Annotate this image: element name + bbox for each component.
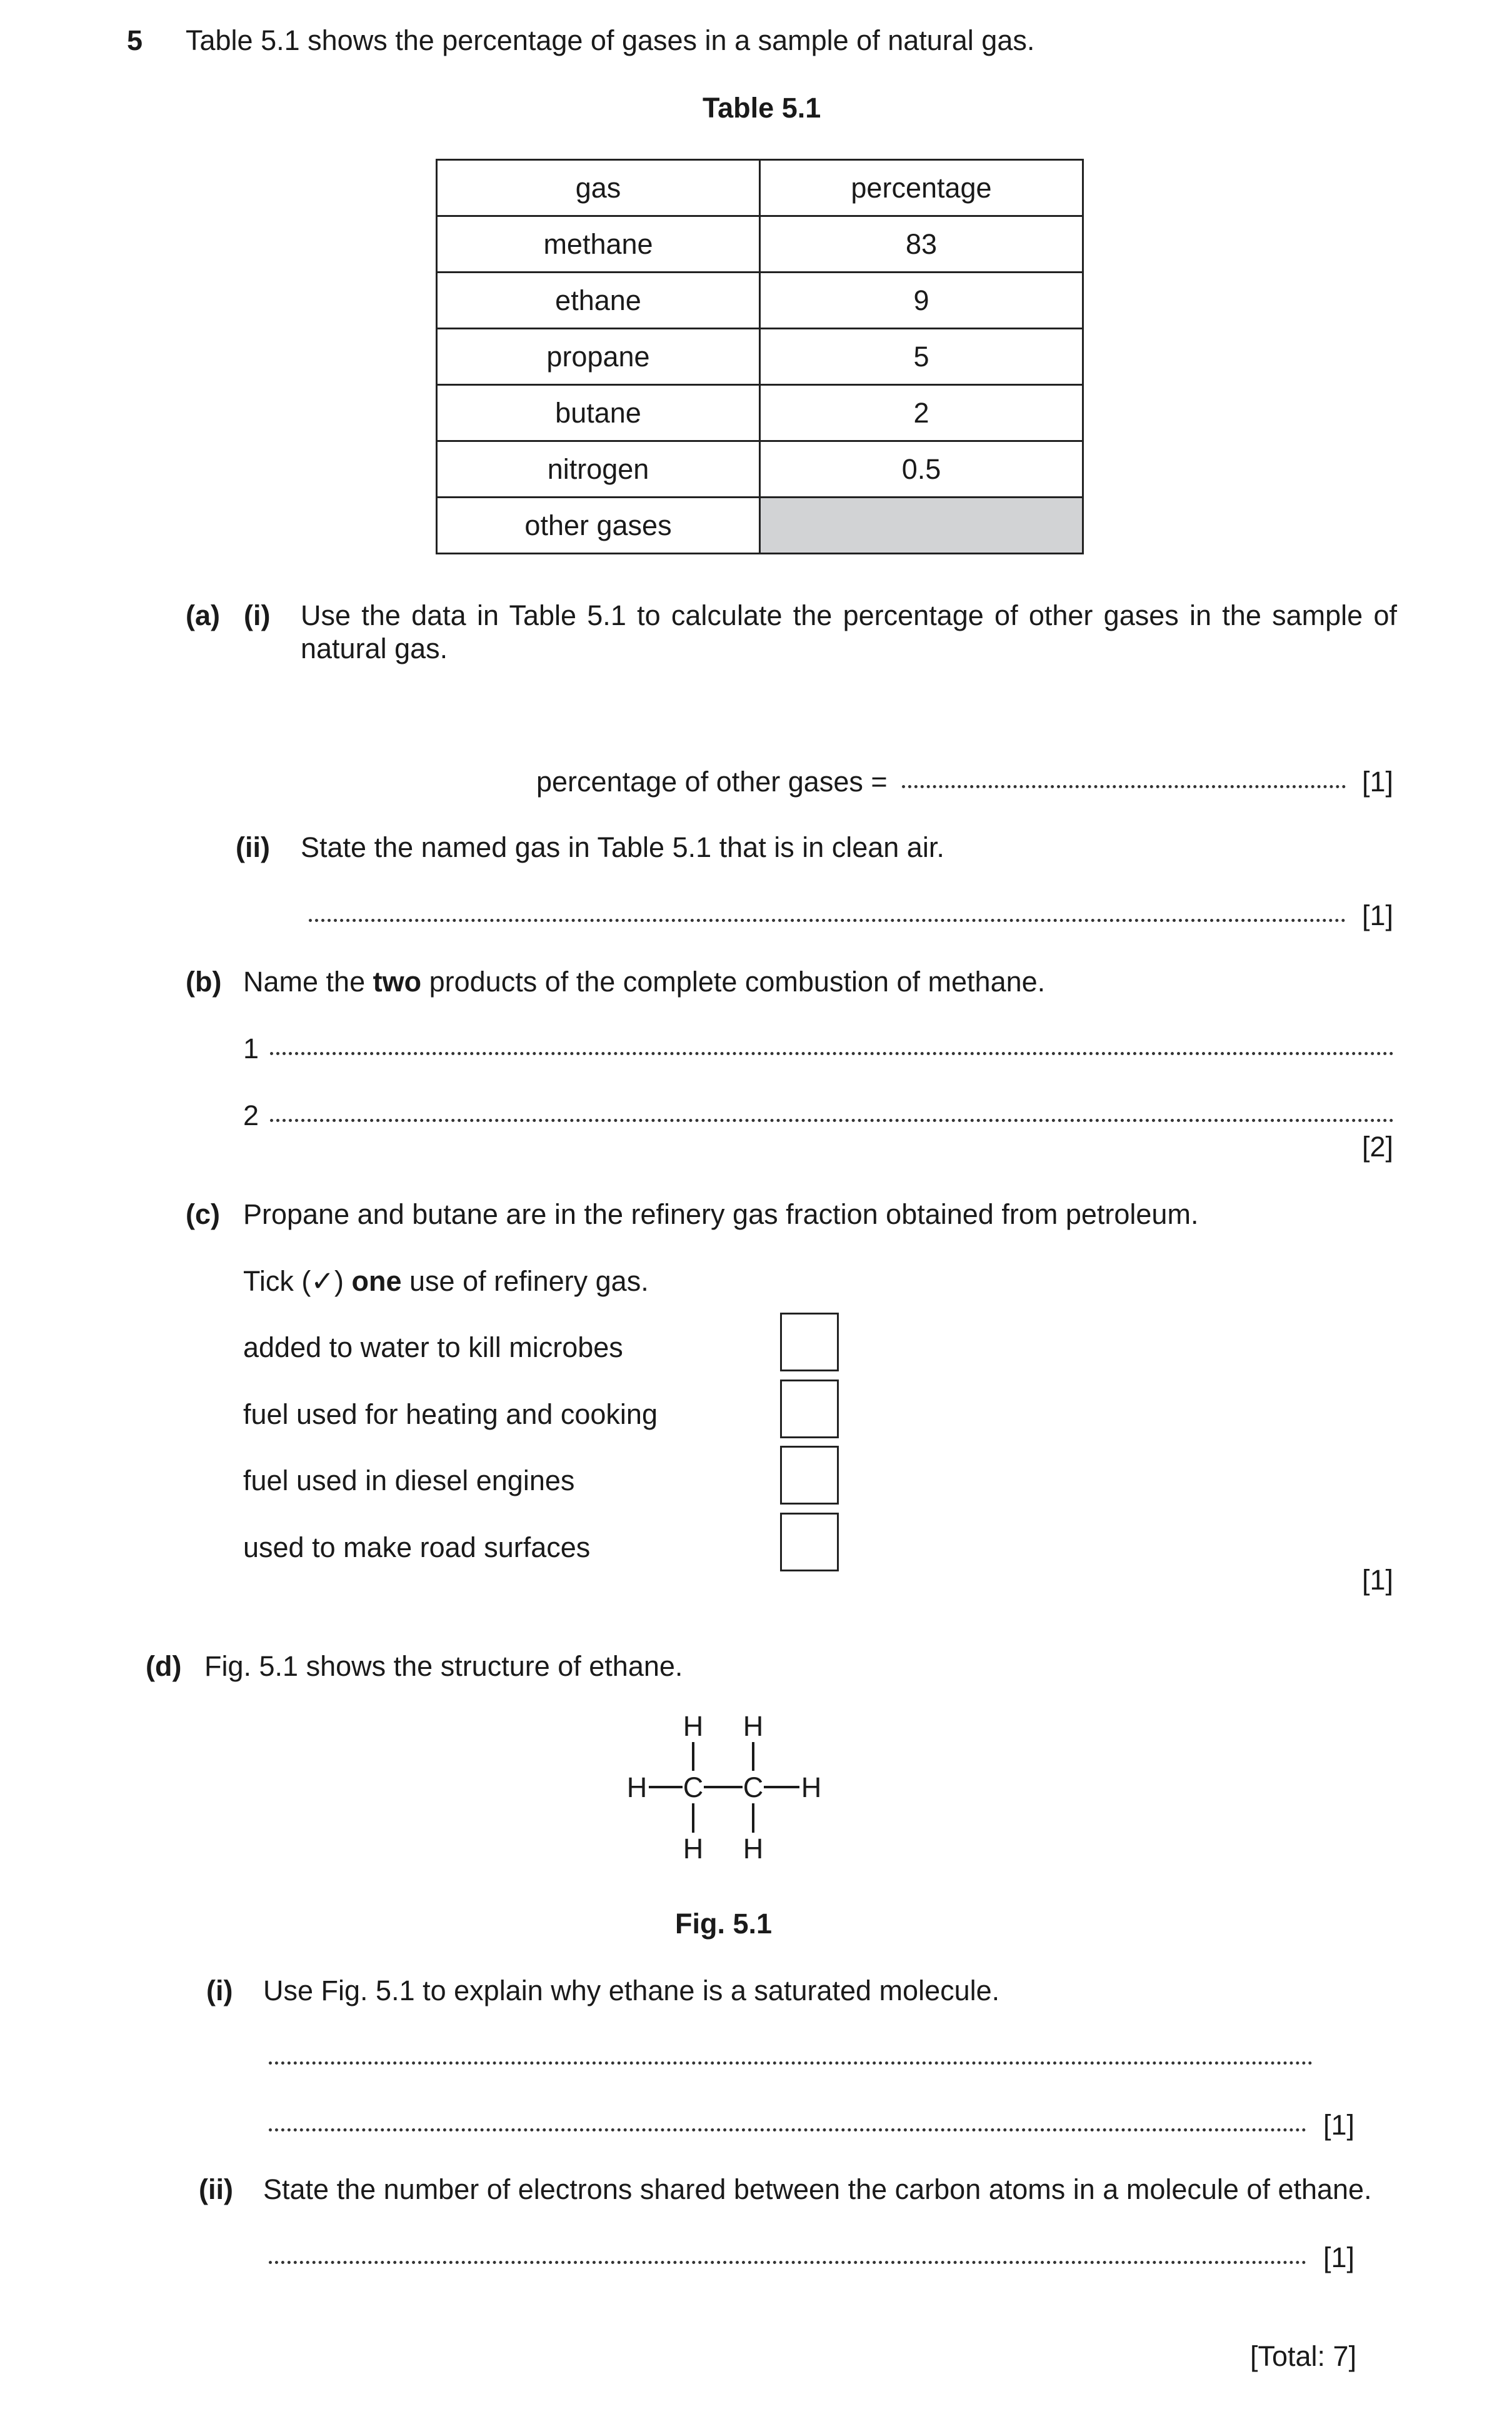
answer-line-clean-air-gas[interactable] xyxy=(309,919,1346,922)
part-a-ii-label: (ii) xyxy=(236,831,270,863)
part-d-i-label: (i) xyxy=(206,1975,233,2006)
part-c-marks: [1] xyxy=(1362,1564,1394,1596)
part-a-i-text-line2: natural gas. xyxy=(301,633,448,664)
part-d-ii-text: State the number of electrons shared between the carbon atoms in a molecule of ethane. xyxy=(263,2173,1372,2205)
atom-c-left: C xyxy=(683,1771,704,1803)
table-row xyxy=(437,441,1083,498)
table-header-row xyxy=(437,160,1083,216)
header-percentage: percentage xyxy=(760,160,1083,216)
total-marks: [Total: 7] xyxy=(1250,2340,1357,2372)
gas-cell: other gases xyxy=(437,498,760,554)
part-b-line1-number: 1 xyxy=(243,1033,259,1064)
part-b-text-bold: two xyxy=(373,966,422,998)
option-label: fuel used in diesel engines xyxy=(243,1465,575,1496)
table-row xyxy=(437,329,1083,385)
part-c-text: Propane and butane are in the refinery gas fraction obtained from petroleum. xyxy=(243,1198,1199,1230)
gas-table xyxy=(436,159,1084,554)
table-row xyxy=(437,216,1083,273)
option-label: added to water to kill microbes xyxy=(243,1331,623,1363)
gas-cell: propane xyxy=(437,329,760,385)
gas-cell: methane xyxy=(437,216,760,273)
atom-h-top-left: H xyxy=(683,1710,704,1742)
ethane-structure-diagram xyxy=(613,1703,838,1866)
part-a-label: (a) xyxy=(186,599,220,631)
tick-instruction-start: Tick (✓) xyxy=(243,1265,352,1297)
part-b-text xyxy=(243,968,1045,996)
part-a-i-marks: [1] xyxy=(1362,766,1394,798)
part-d-ii-marks: [1] xyxy=(1323,2241,1355,2273)
tick-box-option-2[interactable] xyxy=(780,1380,839,1438)
table-title: Table 5.1 xyxy=(703,92,821,124)
header-gas: gas xyxy=(437,160,760,216)
gas-cell: ethane xyxy=(437,273,760,329)
atom-h-bottom-left: H xyxy=(683,1833,704,1865)
question-number: 5 xyxy=(127,24,143,56)
atom-c-right: C xyxy=(743,1771,764,1803)
part-a-ii-marks: [1] xyxy=(1362,899,1394,931)
shaded-percentage-cell xyxy=(760,498,1083,554)
part-c-instruction xyxy=(243,1267,649,1295)
part-d-text: Fig. 5.1 shows the structure of ethane. xyxy=(204,1650,683,1682)
option-label: used to make road surfaces xyxy=(243,1531,591,1563)
atom-h-left: H xyxy=(626,1771,648,1803)
answer-line-saturated-1[interactable] xyxy=(269,2061,1313,2065)
part-d-label: (d) xyxy=(146,1650,182,1682)
percentage-cell: 0.5 xyxy=(760,441,1083,498)
part-c-label: (c) xyxy=(186,1198,220,1230)
answer-line-other-gases[interactable] xyxy=(902,785,1346,788)
gas-cell: butane xyxy=(437,385,760,441)
tick-box-option-1[interactable] xyxy=(780,1313,839,1371)
answer-line-electrons[interactable] xyxy=(269,2261,1306,2264)
percentage-cell: 9 xyxy=(760,273,1083,329)
part-a-ii-text: State the named gas in Table 5.1 that is in clean air. xyxy=(301,831,944,863)
part-a-i-label: (i) xyxy=(244,599,271,631)
option-label: fuel used for heating and cooking xyxy=(243,1398,658,1430)
part-b-text-end: products of the complete combustion of methane. xyxy=(421,966,1046,998)
table-row xyxy=(437,385,1083,441)
part-b-label: (b) xyxy=(186,966,222,998)
answer-line-product-2[interactable] xyxy=(270,1119,1394,1122)
answer-line-product-1[interactable] xyxy=(270,1052,1394,1055)
tick-box-option-4[interactable] xyxy=(780,1513,839,1571)
part-a-i-text-line1: Use the data in Table 5.1 to calculate the percentage of other gases in the sample of xyxy=(301,599,1397,631)
answer-line-saturated-2[interactable] xyxy=(269,2128,1306,2131)
atom-h-right: H xyxy=(801,1771,822,1803)
tick-instruction-end: use of refinery gas. xyxy=(401,1265,649,1297)
tick-box-option-3[interactable] xyxy=(780,1446,839,1505)
part-d-i-marks: [1] xyxy=(1323,2109,1355,2141)
question-intro: Table 5.1 shows the percentage of gases in a sample of natural gas. xyxy=(186,24,1035,56)
answer-prompt: percentage of other gases = xyxy=(536,766,888,798)
table-row xyxy=(437,498,1083,554)
part-d-ii-label: (ii) xyxy=(199,2173,233,2205)
gas-cell: nitrogen xyxy=(437,441,760,498)
part-b-marks: [2] xyxy=(1362,1131,1394,1163)
percentage-cell: 2 xyxy=(760,385,1083,441)
table-row xyxy=(437,273,1083,329)
part-d-i-text: Use Fig. 5.1 to explain why ethane is a saturated molecule. xyxy=(263,1975,1000,2006)
tick-instruction-bold: one xyxy=(351,1265,402,1297)
part-b-text-start: Name the xyxy=(243,966,373,998)
part-b-line2-number: 2 xyxy=(243,1099,259,1131)
atom-h-bottom-right: H xyxy=(743,1833,764,1865)
atom-h-top-right: H xyxy=(743,1710,764,1742)
percentage-cell: 83 xyxy=(760,216,1083,273)
percentage-cell: 5 xyxy=(760,329,1083,385)
fig-caption: Fig. 5.1 xyxy=(675,1908,773,1940)
